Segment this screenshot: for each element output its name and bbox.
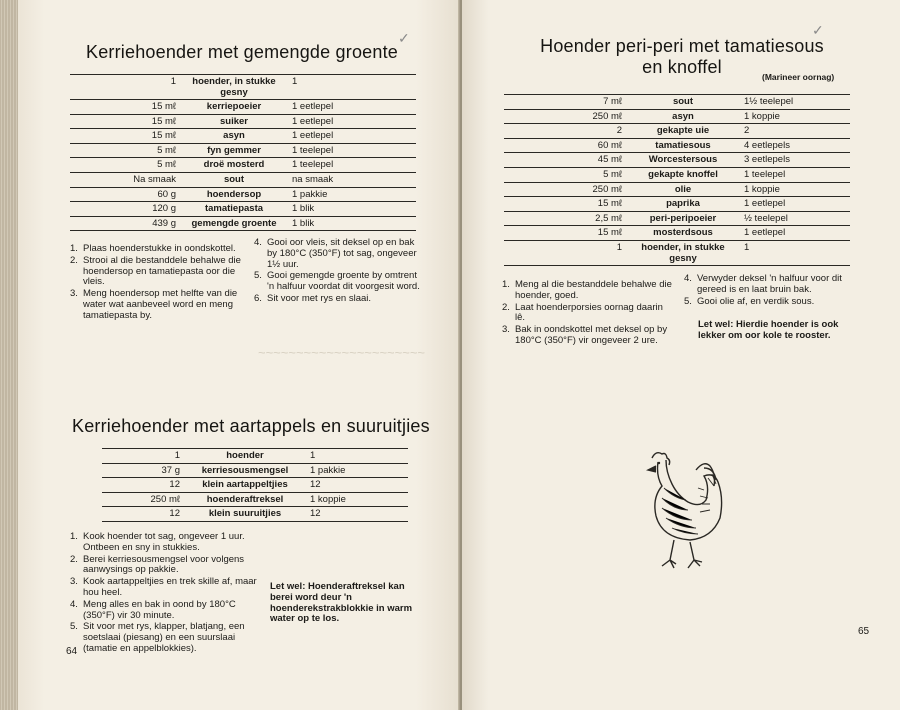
recipe2-ingredient-row bbox=[102, 507, 408, 522]
recipe1-ingredient-row bbox=[70, 75, 416, 100]
step-number: 4. bbox=[684, 273, 692, 284]
recipe2-ingredient-row bbox=[102, 492, 408, 507]
step-number: 3. bbox=[70, 576, 78, 588]
recipe1-ingredient-name: hoender, in stukke gesny bbox=[180, 75, 288, 100]
recipe3-steps-right bbox=[684, 274, 852, 308]
recipe3-ingredient-amount: 1 eetlepel bbox=[740, 226, 850, 241]
step-number: 2. bbox=[70, 254, 78, 266]
recipe3-ingredient-amount: 4 eetlepels bbox=[740, 138, 850, 153]
step-number: 1. bbox=[70, 531, 78, 542]
recipe3-ingredient-name: tamatiesous bbox=[626, 138, 740, 153]
recipe3-step bbox=[502, 280, 674, 302]
recipe1-ingredient-amount: 1 eetlepel bbox=[288, 114, 416, 129]
recipe3-ingredient-row bbox=[504, 167, 850, 182]
recipe1-ingredient-name: fyn gemmer bbox=[180, 143, 288, 158]
recipe3-ingredient-name: peri-peripoeier bbox=[626, 211, 740, 226]
step-text: Gooi oor vleis, sit deksel op en bak by 180°C (350°F) tot sag, ongeveer 1½ uur. bbox=[267, 237, 417, 270]
recipe2-note bbox=[270, 582, 420, 625]
recipe1-step bbox=[70, 256, 250, 288]
recipe2-ingredient-name: kerriesousmengsel bbox=[184, 463, 306, 478]
recipe3-ingredient-qty: 15 mℓ bbox=[504, 226, 626, 241]
checkmark-icon: ✓ bbox=[398, 30, 410, 46]
recipe2-step bbox=[70, 622, 260, 654]
recipe3-subtitle: (Marineer oornag) bbox=[762, 72, 835, 82]
recipe2-step bbox=[70, 532, 260, 554]
recipe3-ingredient-row bbox=[504, 138, 850, 153]
show-through-text: ~~~~~~~~~~~~~~~~~~~~~~ bbox=[258, 345, 426, 360]
recipe3-ingredient-amount: 1 teelepel bbox=[740, 167, 850, 182]
recipe2-ingredient-row bbox=[102, 463, 408, 478]
recipe1-ingredient-amount: na smaak bbox=[288, 172, 416, 187]
recipe1-ingredient-qty: Na smaak bbox=[70, 172, 180, 187]
step-text: Verwyder deksel 'n halfuur voor dit gereed is en laat bruin bak. bbox=[697, 273, 842, 295]
recipe2-ingredient-amount: 1 pakkie bbox=[306, 463, 408, 478]
recipe1-ingredient-amount: 1 bbox=[288, 75, 416, 100]
recipe2-ingredient-qty: 37 g bbox=[102, 463, 184, 478]
step-text: Laat hoenderporsies oornag daarin lê. bbox=[515, 301, 663, 324]
step-text: Gooi gemengde groente by omtrent 'n halfuur voordat dit voorgesit word. bbox=[267, 270, 420, 293]
step-number: 2. bbox=[70, 553, 78, 565]
step-text: Sit voor met rys, klapper, blatjang, een soetslaai (piesang) en een suurslaai (tamatie en appelblokkies). bbox=[83, 621, 245, 654]
recipe3-step bbox=[684, 297, 852, 308]
recipe1-ingredient-qty: 5 mℓ bbox=[70, 143, 180, 158]
step-number: 1. bbox=[502, 279, 510, 290]
recipe1-ingredient-qty: 120 g bbox=[70, 202, 180, 217]
recipe3-ingredient-amount: 1 koppie bbox=[740, 182, 850, 197]
recipe1-step bbox=[254, 294, 420, 305]
recipe1-ingredient-name: hoendersop bbox=[180, 187, 288, 202]
recipe2-ingredient-qty: 1 bbox=[102, 449, 184, 464]
recipe3-ingredient-qty: 250 mℓ bbox=[504, 182, 626, 197]
recipe3-ingredient-amount: 1 koppie bbox=[740, 109, 850, 124]
recipe3-ingredient-row bbox=[504, 197, 850, 212]
recipe1-ingredient-amount: 1 pakkie bbox=[288, 187, 416, 202]
recipe3-ingredient-amount: ½ teelepel bbox=[740, 211, 850, 226]
step-text: Kook hoender tot sag, ongeveer 1 uur. Ontbeen en sny in stukkies. bbox=[83, 531, 245, 553]
recipe1-ingredient-qty: 15 mℓ bbox=[70, 114, 180, 129]
recipe1-ingredient-row bbox=[70, 143, 416, 158]
recipe1-ingredient-row bbox=[70, 187, 416, 202]
recipe2-ingredient-name: klein aartappeltjies bbox=[184, 478, 306, 493]
recipe1-title: Kerriehoender met gemengde groente bbox=[86, 42, 399, 62]
step-number: 4. bbox=[254, 237, 262, 248]
step-text: Sit voor met rys en slaai. bbox=[267, 292, 372, 304]
recipe1-ingredient-name: kerriepoeier bbox=[180, 100, 288, 115]
recipe1-ingredient-row bbox=[70, 172, 416, 187]
recipe3-note-text: Hierdie hoender is ook lekker om oor kole te rooster. bbox=[698, 319, 839, 341]
step-text: Gooi olie af, en verdik sous. bbox=[697, 295, 815, 307]
recipe1-ingredient-qty: 439 g bbox=[70, 216, 180, 231]
recipe3-ingredient-qty: 60 mℓ bbox=[504, 138, 626, 153]
book-edge bbox=[0, 0, 18, 710]
recipe1-ingredient-amount: 1 eetlepel bbox=[288, 129, 416, 144]
step-number: 4. bbox=[70, 598, 78, 610]
recipe3-ingredient-qty: 1 bbox=[504, 240, 626, 265]
recipe3-title-line1: Hoender peri-peri met tamatiesous bbox=[540, 36, 824, 56]
recipe1-ingredient-qty: 60 g bbox=[70, 187, 180, 202]
recipe3-ingredient-name: hoender, in stukke gesny bbox=[626, 240, 740, 265]
recipe1-steps-left bbox=[70, 244, 250, 323]
recipe2-ingredient-amount: 1 koppie bbox=[306, 492, 408, 507]
checkmark-icon: ✓ bbox=[812, 22, 824, 38]
recipe3-ingredient-name: gekapte uie bbox=[626, 124, 740, 139]
recipe2-ingredient-row bbox=[102, 478, 408, 493]
recipe3-ingredient-qty: 7 mℓ bbox=[504, 95, 626, 110]
step-number: 2. bbox=[502, 301, 510, 313]
recipe2-ingredient-amount: 12 bbox=[306, 478, 408, 493]
right-page bbox=[462, 0, 900, 710]
recipe1-ingredient-qty: 5 mℓ bbox=[70, 158, 180, 173]
step-number: 1. bbox=[70, 243, 78, 254]
page-number-right: 65 bbox=[858, 626, 870, 637]
recipe1-ingredient-amount: 1 blik bbox=[288, 202, 416, 217]
recipe3-ingredient-amount: 1 eetlepel bbox=[740, 197, 850, 212]
recipe1-ingredient-name: gemengde groente bbox=[180, 216, 288, 231]
recipe3-ingredient-name: sout bbox=[626, 95, 740, 110]
recipe3-ingredients-table bbox=[504, 94, 850, 266]
recipe3-ingredient-qty: 15 mℓ bbox=[504, 197, 626, 212]
recipe1-ingredient-row bbox=[70, 114, 416, 129]
recipe2-ingredient-amount: 1 bbox=[306, 449, 408, 464]
step-number: 5. bbox=[70, 621, 78, 633]
step-text: Meng hoendersop met helfte van die water wat aanbeveel word en meng tamatiepasta by. bbox=[83, 288, 238, 321]
recipe3-note bbox=[698, 320, 858, 342]
recipe2-ingredient-name: hoender bbox=[184, 449, 306, 464]
recipe3-ingredient-qty: 250 mℓ bbox=[504, 109, 626, 124]
recipe3-ingredient-amount: 1 bbox=[740, 240, 850, 265]
recipe2-ingredient-name: klein suuruitjies bbox=[184, 507, 306, 522]
recipe1-ingredient-qty: 1 bbox=[70, 75, 180, 100]
recipe1-ingredient-qty: 15 mℓ bbox=[70, 129, 180, 144]
recipe2-title: Kerriehoender met aartappels en suuruitjies bbox=[72, 416, 430, 436]
recipe3-step bbox=[684, 274, 852, 296]
recipe2-note-label: Let wel: bbox=[270, 581, 306, 592]
step-text: Bak in oondskottel met deksel op by 180°C (350°F) vir ongeveer 2 ure. bbox=[515, 324, 668, 346]
recipe1-step bbox=[70, 289, 250, 321]
recipe3-ingredient-name: gekapte knoffel bbox=[626, 167, 740, 182]
recipe3-step bbox=[502, 325, 674, 347]
recipe2-steps bbox=[70, 532, 260, 656]
recipe1-ingredient-name: sout bbox=[180, 172, 288, 187]
recipe1-ingredient-qty: 15 mℓ bbox=[70, 100, 180, 115]
recipe3-ingredient-name: paprika bbox=[626, 197, 740, 212]
recipe2-ingredient-amount: 12 bbox=[306, 507, 408, 522]
recipe3-ingredient-name: mosterdsous bbox=[626, 226, 740, 241]
recipe3-ingredient-row bbox=[504, 124, 850, 139]
recipe3-ingredient-qty: 2 bbox=[504, 124, 626, 139]
recipe3-ingredient-row bbox=[504, 109, 850, 124]
step-text: Meng al die bestanddele behalwe die hoender, goed. bbox=[515, 279, 672, 301]
recipe1-ingredient-amount: 1 eetlepel bbox=[288, 100, 416, 115]
step-number: 3. bbox=[502, 324, 510, 336]
recipe3-ingredient-row bbox=[504, 95, 850, 110]
recipe3-ingredient-qty: 5 mℓ bbox=[504, 167, 626, 182]
recipe1-steps-right bbox=[254, 238, 420, 306]
recipe3-steps-left bbox=[502, 280, 674, 348]
recipe3-ingredient-name: olie bbox=[626, 182, 740, 197]
recipe1-step bbox=[70, 244, 250, 255]
recipe1-ingredient-row bbox=[70, 129, 416, 144]
recipe1-ingredient-name: suiker bbox=[180, 114, 288, 129]
recipe3-step bbox=[502, 303, 674, 325]
chicken-illustration-icon bbox=[634, 448, 730, 580]
recipe3-ingredient-amount: 1½ teelepel bbox=[740, 95, 850, 110]
recipe2-note-text: Hoenderaftreksel kan berei word deur 'n hoenderekstrakblokkie in warm water op te los. bbox=[270, 581, 413, 625]
recipe2-ingredient-qty: 12 bbox=[102, 478, 184, 493]
step-text: Berei kerriesousmengsel voor volgens aanwysings op pakkie. bbox=[83, 553, 245, 576]
step-text: Kook aartappeltjies en trek skille af, maar hou heel. bbox=[83, 576, 257, 598]
step-number: 3. bbox=[70, 288, 78, 300]
step-number: 5. bbox=[254, 270, 262, 282]
recipe3-ingredient-name: Worcestersous bbox=[626, 153, 740, 168]
recipe2-step bbox=[70, 577, 260, 599]
recipe3-ingredient-row bbox=[504, 182, 850, 197]
recipe3-ingredient-row bbox=[504, 226, 850, 241]
step-number: 6. bbox=[254, 292, 262, 304]
recipe1-ingredients-table bbox=[70, 74, 416, 231]
step-number: 5. bbox=[684, 295, 692, 307]
recipe2-ingredients-table bbox=[102, 448, 408, 522]
recipe3-ingredient-qty: 45 mℓ bbox=[504, 153, 626, 168]
recipe3-ingredient-amount: 3 eetlepels bbox=[740, 153, 850, 168]
recipe3-ingredient-qty: 2,5 mℓ bbox=[504, 211, 626, 226]
recipe2-ingredient-qty: 12 bbox=[102, 507, 184, 522]
recipe1-ingredient-amount: 1 teelepel bbox=[288, 143, 416, 158]
recipe1-ingredient-row bbox=[70, 216, 416, 231]
recipe1-ingredient-amount: 1 teelepel bbox=[288, 158, 416, 173]
recipe1-ingredient-name: asyn bbox=[180, 129, 288, 144]
recipe1-ingredient-name: tamatiepasta bbox=[180, 202, 288, 217]
recipe1-ingredient-amount: 1 blik bbox=[288, 216, 416, 231]
recipe3-ingredient-row bbox=[504, 211, 850, 226]
left-page bbox=[18, 0, 460, 710]
recipe3-title-line2: en knoffel bbox=[642, 57, 722, 77]
page-number-left: 64 bbox=[66, 646, 78, 657]
step-text: Plaas hoenderstukke in oondskottel. bbox=[83, 243, 236, 254]
recipe1-ingredient-row bbox=[70, 100, 416, 115]
step-text: Strooi al die bestanddele behalwe die hoendersop en tamatiepasta oor die vleis. bbox=[83, 254, 241, 288]
recipe2-step bbox=[70, 555, 260, 577]
recipe3-note-label: Let wel: bbox=[698, 319, 734, 330]
recipe2-step bbox=[70, 600, 260, 622]
recipe3-ingredient-amount: 2 bbox=[740, 124, 850, 139]
recipe1-ingredient-name: droë mosterd bbox=[180, 158, 288, 173]
recipe1-step bbox=[254, 238, 420, 270]
recipe1-ingredient-row bbox=[70, 158, 416, 173]
recipe1-ingredient-row bbox=[70, 202, 416, 217]
recipe3-ingredient-row bbox=[504, 153, 850, 168]
recipe1-step bbox=[254, 271, 420, 293]
recipe2-ingredient-qty: 250 mℓ bbox=[102, 492, 184, 507]
recipe2-ingredient-name: hoenderaftreksel bbox=[184, 492, 306, 507]
recipe2-ingredient-row bbox=[102, 449, 408, 464]
recipe3-ingredient-row bbox=[504, 240, 850, 265]
recipe3-ingredient-name: asyn bbox=[626, 109, 740, 124]
step-text: Meng alles en bak in oond by 180°C (350°F) vir 30 minute. bbox=[83, 598, 236, 621]
